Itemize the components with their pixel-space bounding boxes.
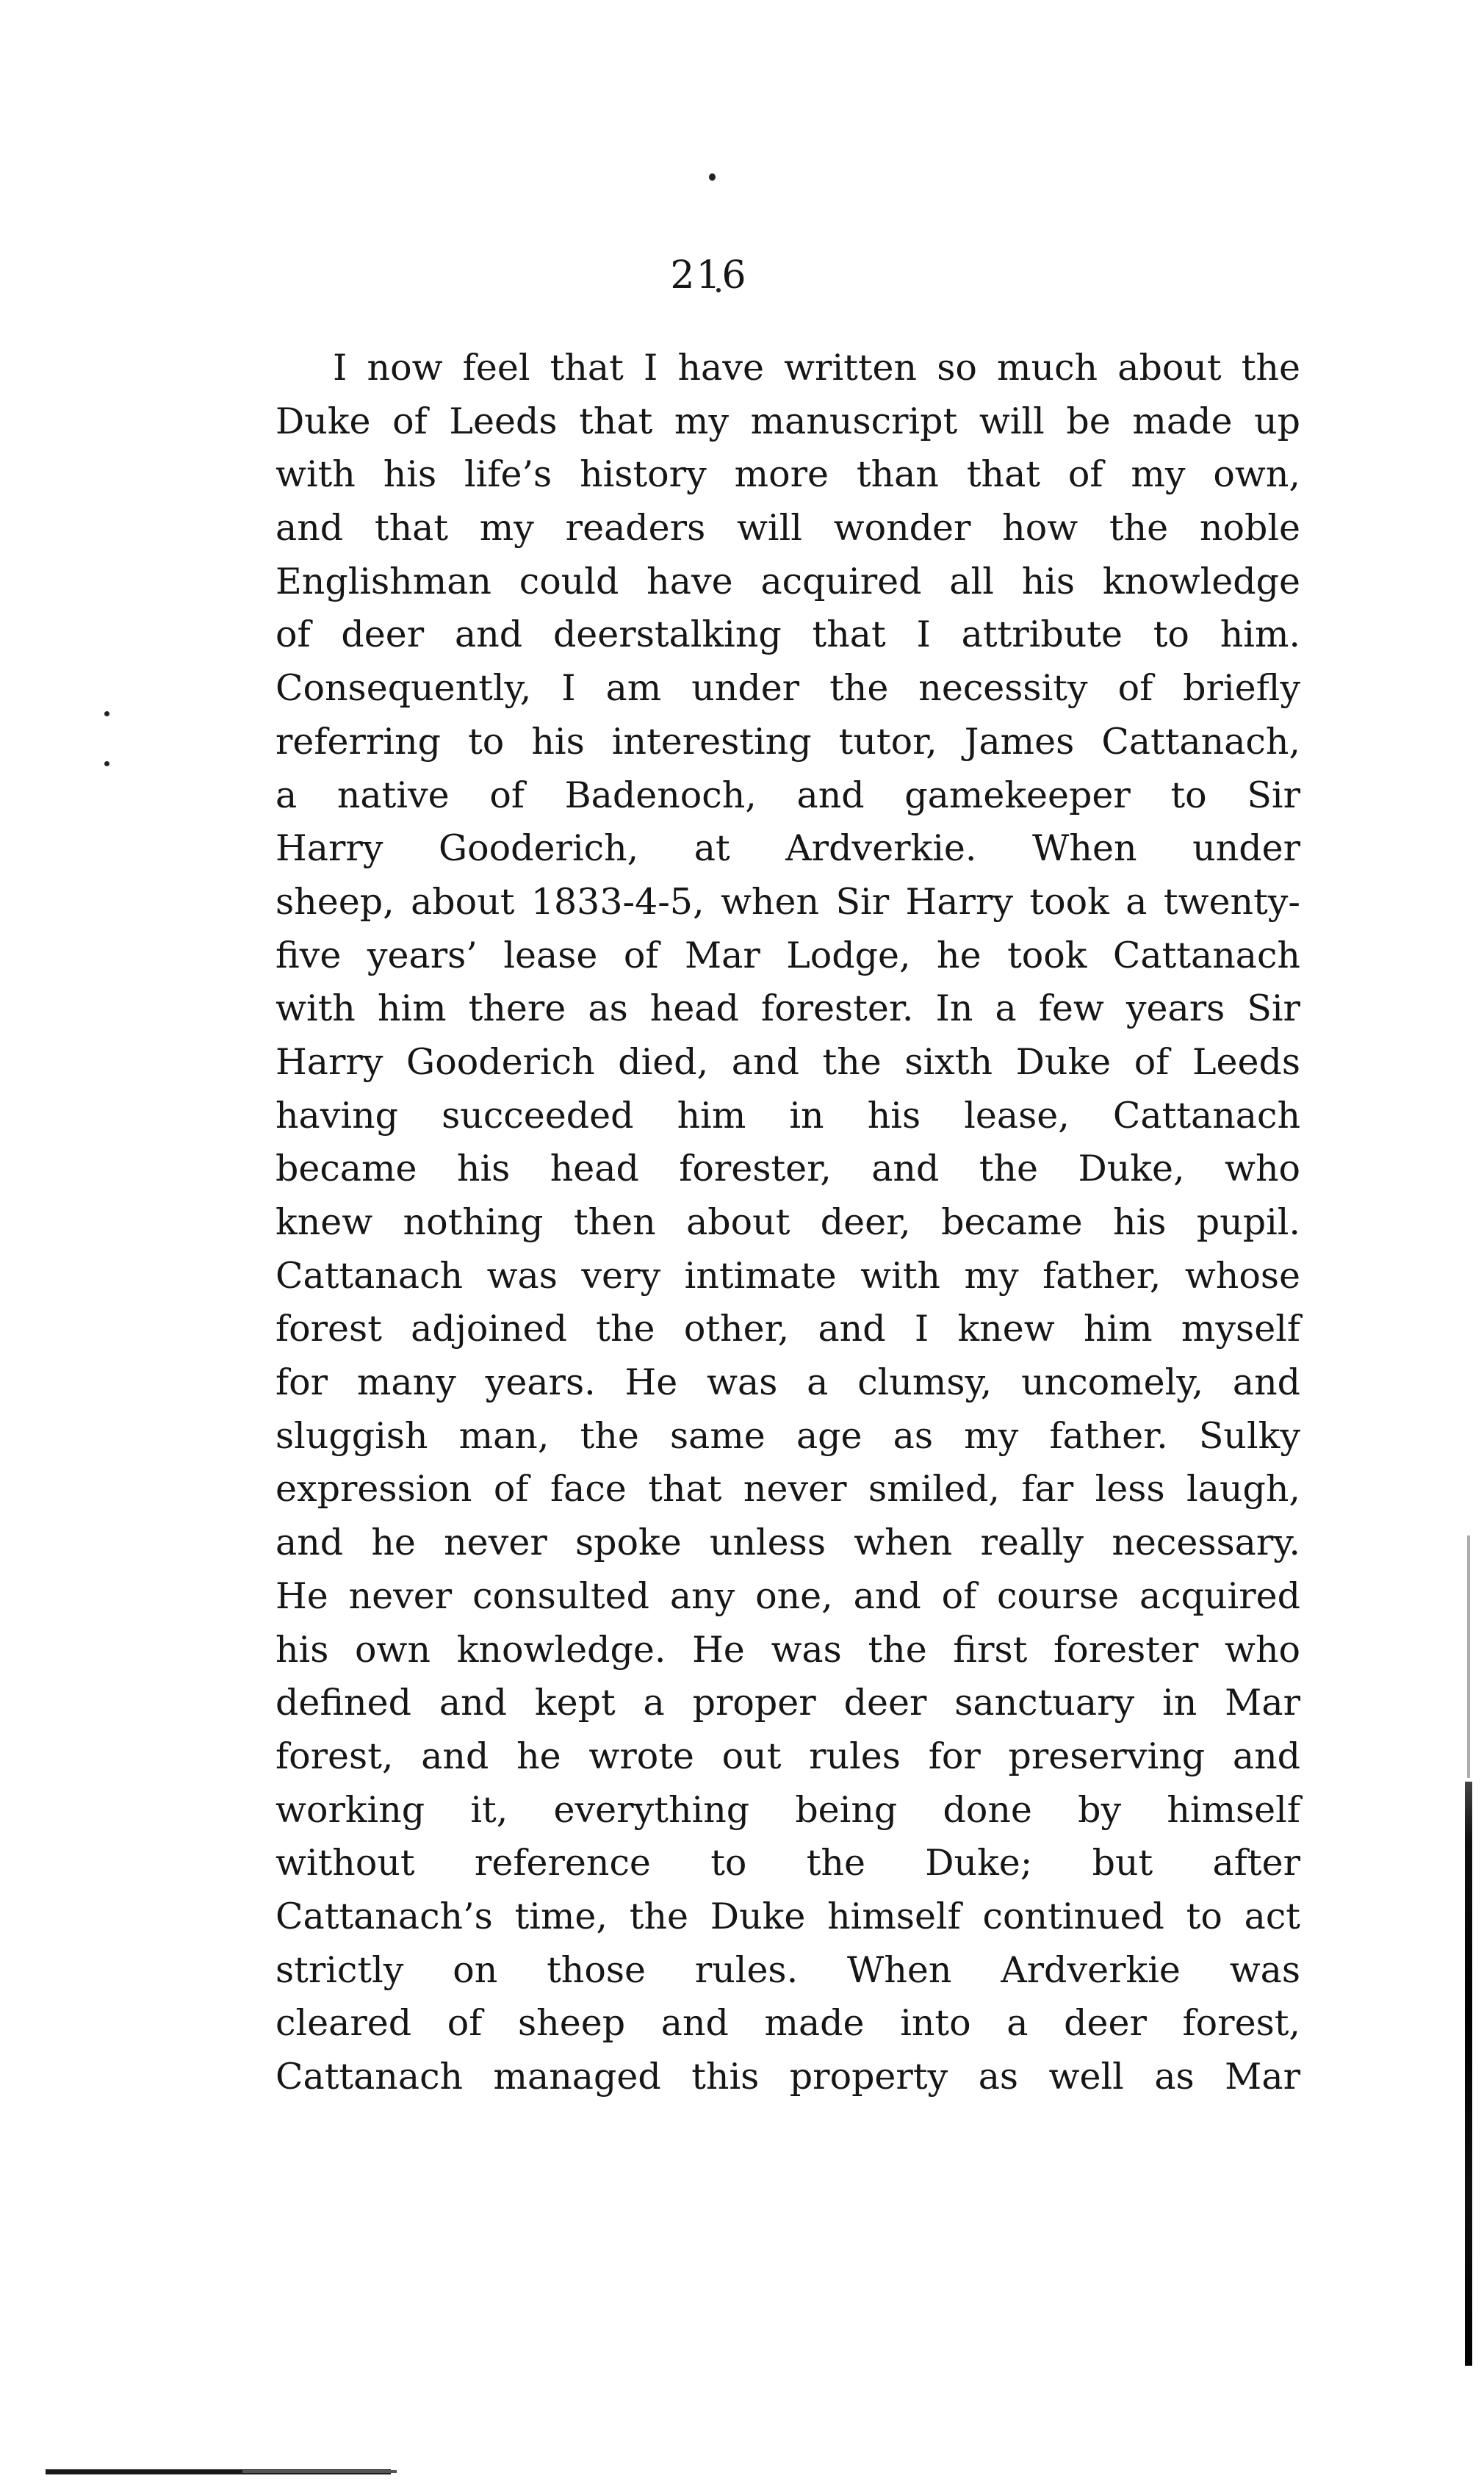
text-line: Duke of Leeds that my manuscript will be made up <box>275 400 1300 442</box>
text-line: I now feel that I have written so much about the <box>333 347 1300 389</box>
text-line: Englishman could have acquired all his knowledge <box>275 560 1300 602</box>
page-number: 216 <box>670 253 748 298</box>
text-line: became his head forester, and the Duke, who <box>275 1148 1300 1190</box>
text-line: Cattanach was very intimate with my father, whose <box>275 1254 1300 1297</box>
text-line: knew nothing then about deer, became his pupil. <box>275 1201 1300 1243</box>
ink-speck-top <box>709 173 716 181</box>
text-line: with his life’s history more than that of my own, <box>275 453 1300 496</box>
text-line: He never consulted any one, and of course acquired <box>275 1574 1300 1617</box>
text-line: expression of face that never smiled, far less laugh, <box>275 1468 1300 1511</box>
text-line: with him there as head forester. In a few years Sir <box>275 987 1300 1030</box>
text-line: defined and kept a proper deer sanctuary in Mar <box>275 1682 1300 1724</box>
bottom-edge-rule-fade <box>242 2470 397 2473</box>
text-line: working it, everything being done by himself <box>275 1788 1300 1831</box>
text-line: having succeeded him in his lease, Cattanach <box>275 1094 1300 1137</box>
text-line: his own knowledge. He was the first forester who <box>275 1628 1300 1671</box>
text-line: Cattanach’s time, the Duke himself continued to act <box>275 1895 1300 1937</box>
page-edge-binding <box>1465 1782 1472 2366</box>
text-line: strictly on those rules. When Ardverkie was <box>275 1948 1300 1991</box>
text-line: of deer and deerstalking that I attribute to him. <box>275 613 1300 656</box>
page-edge-shadow <box>1467 1536 1470 1778</box>
body-text <box>275 342 1300 2104</box>
ink-speck-left-1 <box>104 711 109 716</box>
text-line: Consequently, I am under the necessity of briefly <box>275 667 1300 710</box>
text-line: Harry Gooderich, at Ardverkie. When under <box>275 827 1300 870</box>
text-line: a native of Badenoch, and gamekeeper to Sir <box>275 774 1300 816</box>
text-line: and he never spoke unless when really necessary. <box>275 1522 1300 1564</box>
text-line: forest adjoined the other, and I knew him myself <box>275 1308 1300 1350</box>
text-line: five years’ lease of Mar Lodge, he took Cattanach <box>275 934 1300 976</box>
text-line: Harry Gooderich died, and the sixth Duke of Leeds <box>275 1040 1300 1083</box>
ink-speck-left-2 <box>104 761 109 766</box>
text-line: referring to his interesting tutor, James Cattanach, <box>275 720 1300 763</box>
text-line: sheep, about 1833-4-5, when Sir Harry took a twenty- <box>275 880 1300 923</box>
text-line: sluggish man, the same age as my father. Sulky <box>275 1414 1300 1457</box>
text-line: for many years. He was a clumsy, uncomely, and <box>275 1361 1300 1404</box>
text-line: without reference to the Duke; but after <box>275 1842 1300 1884</box>
text-line: and that my readers will wonder how the noble <box>275 507 1300 550</box>
text-line: Cattanach managed this property as well as Mar <box>275 2056 1300 2098</box>
text-line: cleared of sheep and made into a deer forest, <box>275 2002 1300 2045</box>
text-line: forest, and he wrote out rules for preserving and <box>275 1735 1300 1777</box>
